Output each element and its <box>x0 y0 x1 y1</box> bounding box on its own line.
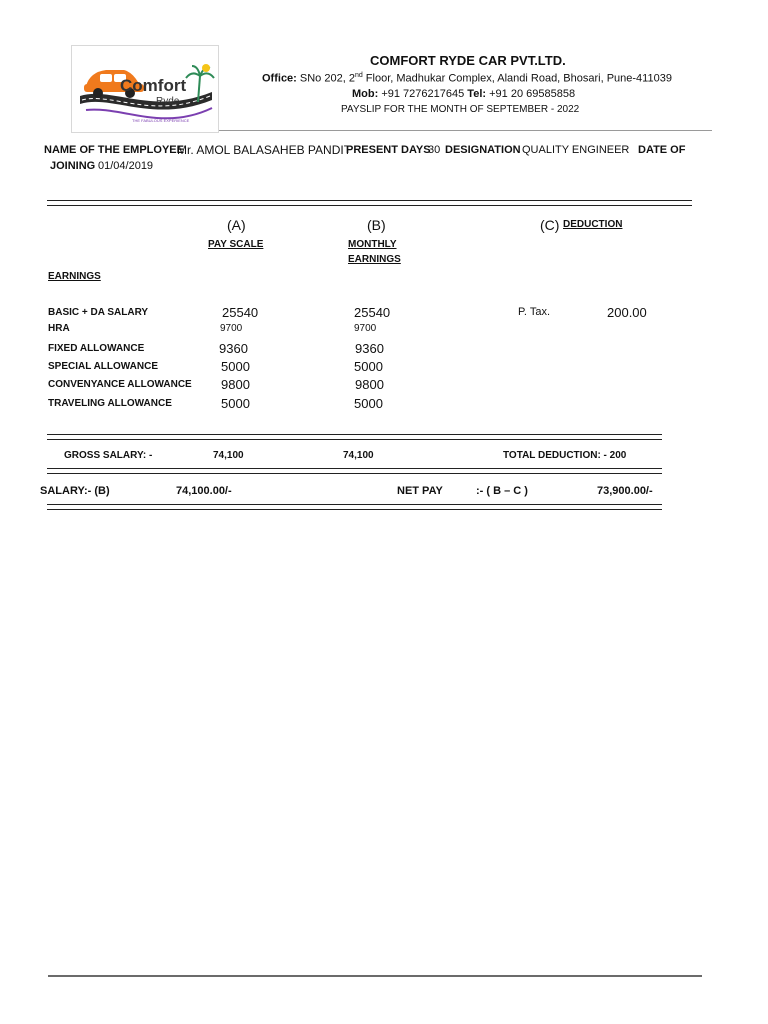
deduction-label: P. Tax. <box>518 306 551 318</box>
footer-divider <box>48 975 702 977</box>
present-days-label: PRESENT DAYS <box>346 144 431 156</box>
earnings-row-label: FIXED ALLOWANCE <box>48 343 145 354</box>
column-b-subheading-line1: MONTHLY <box>348 239 397 250</box>
earnings-row-monthly: 5000 <box>354 359 383 374</box>
date-of-joining-value: 01/04/2019 <box>98 160 154 172</box>
separator-line <box>47 504 662 510</box>
earnings-section-label: EARNINGS <box>48 271 101 282</box>
deduction-value: 200.00 <box>607 305 647 320</box>
column-a-subheading: PAY SCALE <box>208 239 264 250</box>
earnings-row-monthly: 25540 <box>354 305 391 320</box>
designation-value: QUALITY ENGINEER <box>522 144 630 156</box>
logo-text-ryde: Ryde <box>156 96 180 107</box>
date-of-joining-label-part1: DATE OF <box>638 144 686 156</box>
earnings-row-label: CONVENYANCE ALLOWANCE <box>48 379 192 390</box>
salary-value: 74,100.00/- <box>176 485 232 497</box>
contact-numbers: Mob: +91 7276217645 Tel: +91 20 69585858 <box>352 88 576 100</box>
salary-label: SALARY:- (B) <box>40 485 110 497</box>
gross-salary-pay-scale: 74,100 <box>213 450 244 461</box>
present-days-value: 30 <box>428 144 441 156</box>
net-pay-label: NET PAY <box>397 485 443 497</box>
gross-salary-monthly: 74,100 <box>343 450 374 461</box>
designation-label: DESIGNATION <box>445 144 521 156</box>
earnings-row-label: HRA <box>48 323 70 334</box>
logo-tagline: THE FABULOUS EXPERIENCE <box>132 118 190 123</box>
earnings-row-monthly: 9800 <box>355 377 384 392</box>
column-a-heading: (A) <box>227 217 246 233</box>
column-c-subheading: DEDUCTION <box>563 219 623 230</box>
employee-name-value: Mr. AMOL BALASAHEB PANDIT <box>177 143 352 157</box>
earnings-row-pay-scale: 5000 <box>221 396 250 411</box>
net-pay-formula: :- ( B – C ) <box>476 485 528 497</box>
header-divider <box>219 130 712 131</box>
total-deduction: TOTAL DEDUCTION: - 200 <box>503 450 627 461</box>
earnings-row-monthly: 5000 <box>354 396 383 411</box>
net-pay-value: 73,900.00/- <box>597 485 653 497</box>
logo-text-comfort: Comfort <box>120 76 187 95</box>
company-logo <box>71 45 219 133</box>
column-b-heading: (B) <box>367 217 386 233</box>
earnings-row-monthly: 9360 <box>355 341 384 356</box>
separator-line <box>47 200 692 206</box>
earnings-row-pay-scale: 9800 <box>221 377 250 392</box>
separator-line <box>47 434 662 440</box>
earnings-row-label: TRAVELING ALLOWANCE <box>48 398 172 409</box>
date-of-joining-label-part2: JOINING <box>50 160 96 172</box>
employee-name-label: NAME OF THE EMPLOYEE <box>44 144 184 156</box>
separator-line <box>47 468 662 474</box>
earnings-row-label: BASIC + DA SALARY <box>48 307 149 318</box>
earnings-row-pay-scale: 9700 <box>220 323 243 334</box>
gross-salary-label: GROSS SALARY: - <box>64 450 153 461</box>
column-b-subheading-line2: EARNINGS <box>348 254 401 265</box>
office-address: Office: SNo 202, 2nd Floor, Madhukar Complex, Alandi Road, Bhosari, Pune-411039 <box>262 72 672 85</box>
payslip-title: PAYSLIP FOR THE MONTH OF SEPTEMBER - 2022 <box>341 104 580 115</box>
earnings-row-pay-scale: 9360 <box>219 341 248 356</box>
earnings-row-pay-scale: 25540 <box>222 305 259 320</box>
earnings-row-monthly: 9700 <box>354 323 377 334</box>
company-name: COMFORT RYDE CAR PVT.LTD. <box>370 53 566 68</box>
earnings-row-pay-scale: 5000 <box>221 359 250 374</box>
earnings-row-label: SPECIAL ALLOWANCE <box>48 361 159 372</box>
column-c-heading: (C) <box>540 217 560 233</box>
